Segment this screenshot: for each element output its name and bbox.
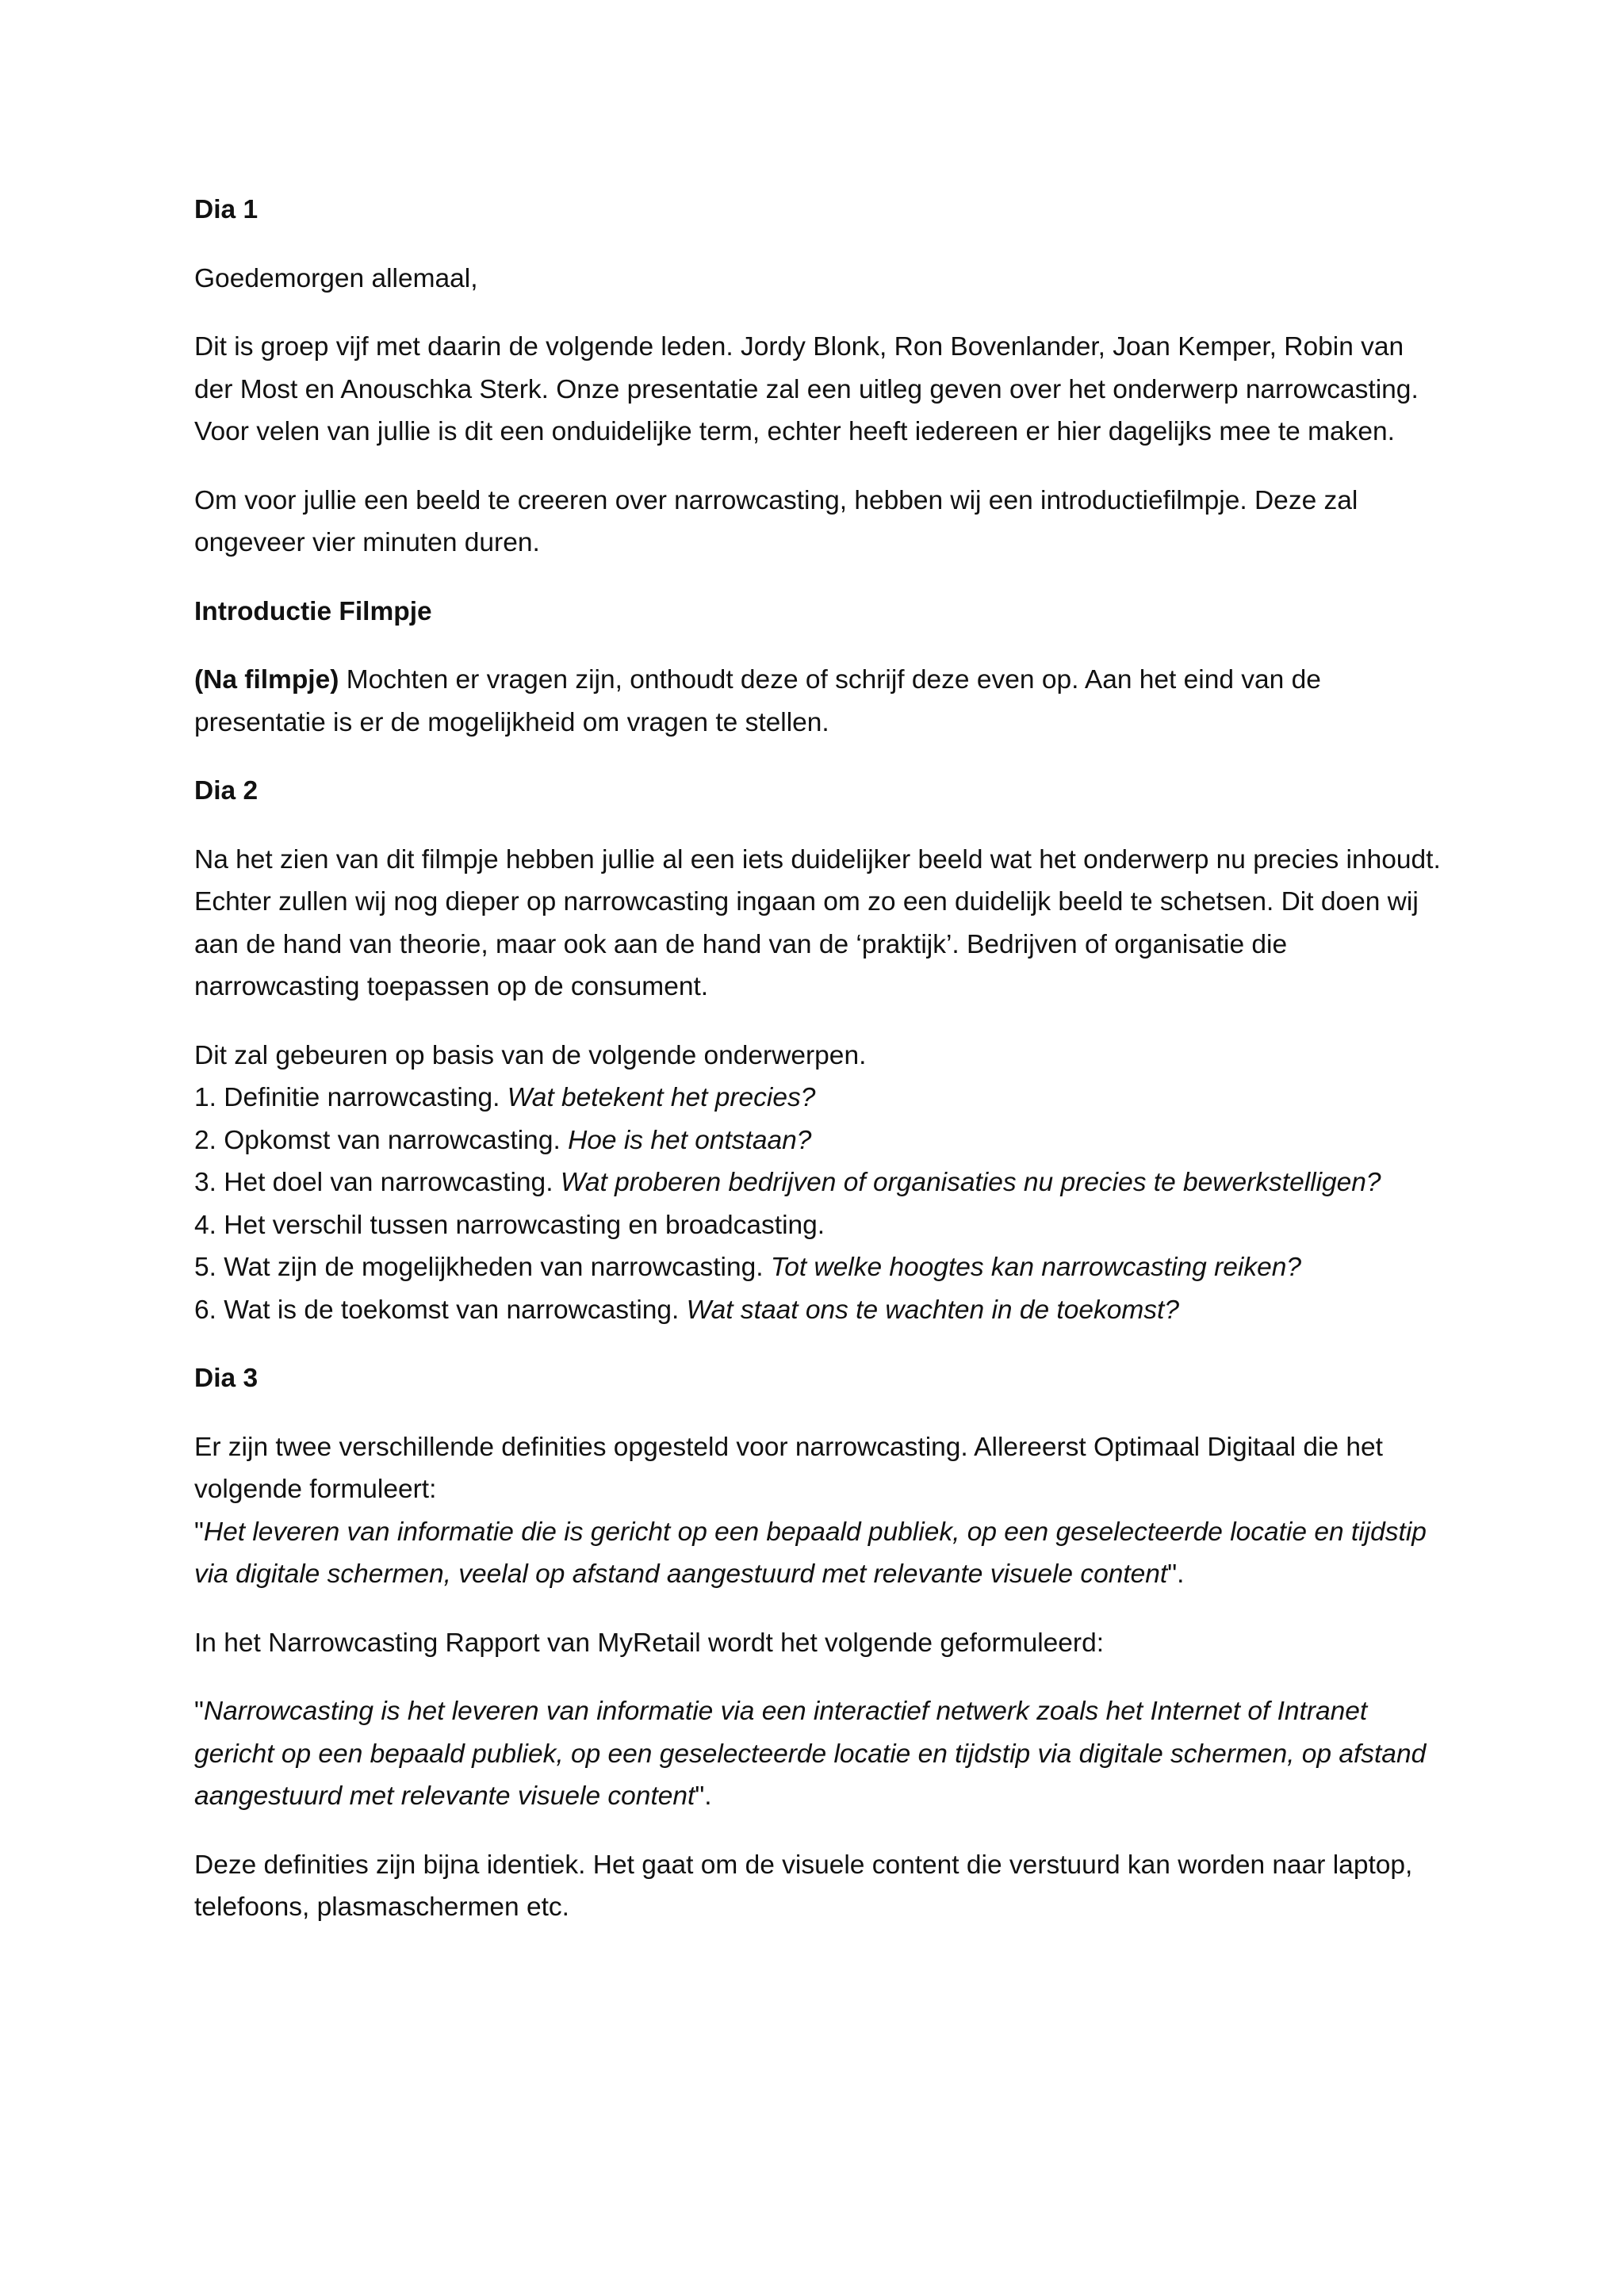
topics-list-intro: Dit zal gebeuren op basis van de volgende onderwerpen. bbox=[194, 1040, 867, 1070]
list-item-text: 6. Wat is de toekomst van narrowcasting. bbox=[194, 1295, 687, 1325]
list-item-text: 3. Het doel van narrowcasting. bbox=[194, 1168, 561, 1197]
greeting: Goedemorgen allemaal, bbox=[194, 263, 478, 293]
document-body bbox=[194, 189, 1447, 1955]
quote-close-mark: ". bbox=[695, 1781, 712, 1811]
list-item-question: Wat proberen bedrijven of organisaties nu precies te bewerkstelligen? bbox=[560, 1168, 1381, 1197]
list-item bbox=[194, 1204, 1447, 1247]
after-video-text: Mochten er vragen zijn, onthoudt deze of schrijf deze even op. Aan het eind van de presentatie is er de mogelijkheid om vragen te stellen. bbox=[194, 665, 1321, 737]
list-item-question: Wat betekent het precies? bbox=[507, 1083, 816, 1112]
dia3-heading: Dia 3 bbox=[194, 1364, 259, 1393]
list-item-question: Hoe is het ontstaan? bbox=[568, 1125, 812, 1155]
dia2-heading: Dia 2 bbox=[194, 776, 259, 806]
dia1-paragraph-intro-video: Om voor jullie een beeld te creeren over narrowcasting, hebben wij een introductiefilmpje. Deze zal ongeveer vier minuten duren. bbox=[194, 485, 1358, 557]
dia1-heading: Dia 1 bbox=[194, 195, 259, 224]
list-item-question: Wat staat ons te wachten in de toekomst? bbox=[686, 1295, 1179, 1325]
quote-text: Het leveren van informatie die is gericht op een bepaald publiek, op een geselecteerde locatie en tijdstip via digitale schermen, veelal op afstand aangestuurd met relevante visuele content bbox=[194, 1517, 1427, 1589]
list-item-text: 1. Definitie narrowcasting. bbox=[194, 1083, 508, 1112]
quote-text: Narrowcasting is het leveren van informatie via een interactief netwerk zoals het Internet of Intranet gericht op een bepaald publiek, op een geselecteerde locatie en tijdstip via digitale schermen, op afstand aangestuurd met relevante visuele content bbox=[194, 1697, 1427, 1811]
dia3-paragraph-intro: Er zijn twee verschillende definities opgesteld voor narrowcasting. Allereerst Optimaal Digitaal die het volgende formuleert: bbox=[194, 1432, 1383, 1504]
quote-optimaal-digitaal bbox=[194, 1511, 1447, 1596]
myretail-intro: In het Narrowcasting Rapport van MyRetail wordt het volgende geformuleerd: bbox=[194, 1628, 1105, 1658]
list-item-text: 4. Het verschil tussen narrowcasting en broadcasting. bbox=[194, 1210, 825, 1240]
list-item bbox=[194, 1289, 1447, 1332]
dia2-paragraph: Na het zien van dit filmpje hebben jullie al een iets duidelijker beeld wat het onderwerp nu precies inhoudt. Echter zullen wij nog dieper op narrowcasting ingaan om zo een duidelijk beeld te schetsen. Dit doen wij aan de hand van theorie, maar ook aan de hand van de ‘praktijk’. Bedrijven of organisatie die narrowcasting toepassen op de consument. bbox=[194, 844, 1441, 1001]
after-video-label: (Na filmpje) bbox=[194, 665, 339, 695]
quote-myretail bbox=[194, 1690, 1447, 1818]
after-video-paragraph bbox=[194, 659, 1447, 744]
quote-open-mark: " bbox=[194, 1517, 204, 1547]
list-item-question: Tot welke hoogtes kan narrowcasting reiken? bbox=[770, 1253, 1301, 1282]
list-item bbox=[194, 1077, 1447, 1119]
quote-open-mark: " bbox=[194, 1697, 204, 1726]
dia1-paragraph-members: Dit is groep vijf met daarin de volgende leden. Jordy Blonk, Ron Bovenlander, Joan Kemper, Robin van der Most en Anouschka Sterk. Onze presentatie zal een uitleg geven over het onderwerp narrowcasting. Voor velen van jullie is dit een onduidelijke term, echter heeft iedereen er hier dagelijks mee te maken. bbox=[194, 332, 1419, 446]
list-item bbox=[194, 1161, 1447, 1204]
list-item-text: 2. Opkomst van narrowcasting. bbox=[194, 1125, 569, 1155]
list-item bbox=[194, 1119, 1447, 1162]
intro-video-heading: Introductie Filmpje bbox=[194, 596, 432, 626]
list-item bbox=[194, 1246, 1447, 1289]
quote-close-mark: ". bbox=[1167, 1559, 1185, 1589]
list-item-text: 5. Wat zijn de mogelijkheden van narrowcasting. bbox=[194, 1253, 771, 1282]
definitions-conclusion: Deze definities zijn bijna identiek. Het gaat om de visuele content die verstuurd kan worden naar laptop, telefoons, plasmaschermen etc. bbox=[194, 1850, 1413, 1922]
definition-optimaal-digitaal bbox=[194, 1426, 1447, 1596]
topics-list bbox=[194, 1035, 1447, 1332]
